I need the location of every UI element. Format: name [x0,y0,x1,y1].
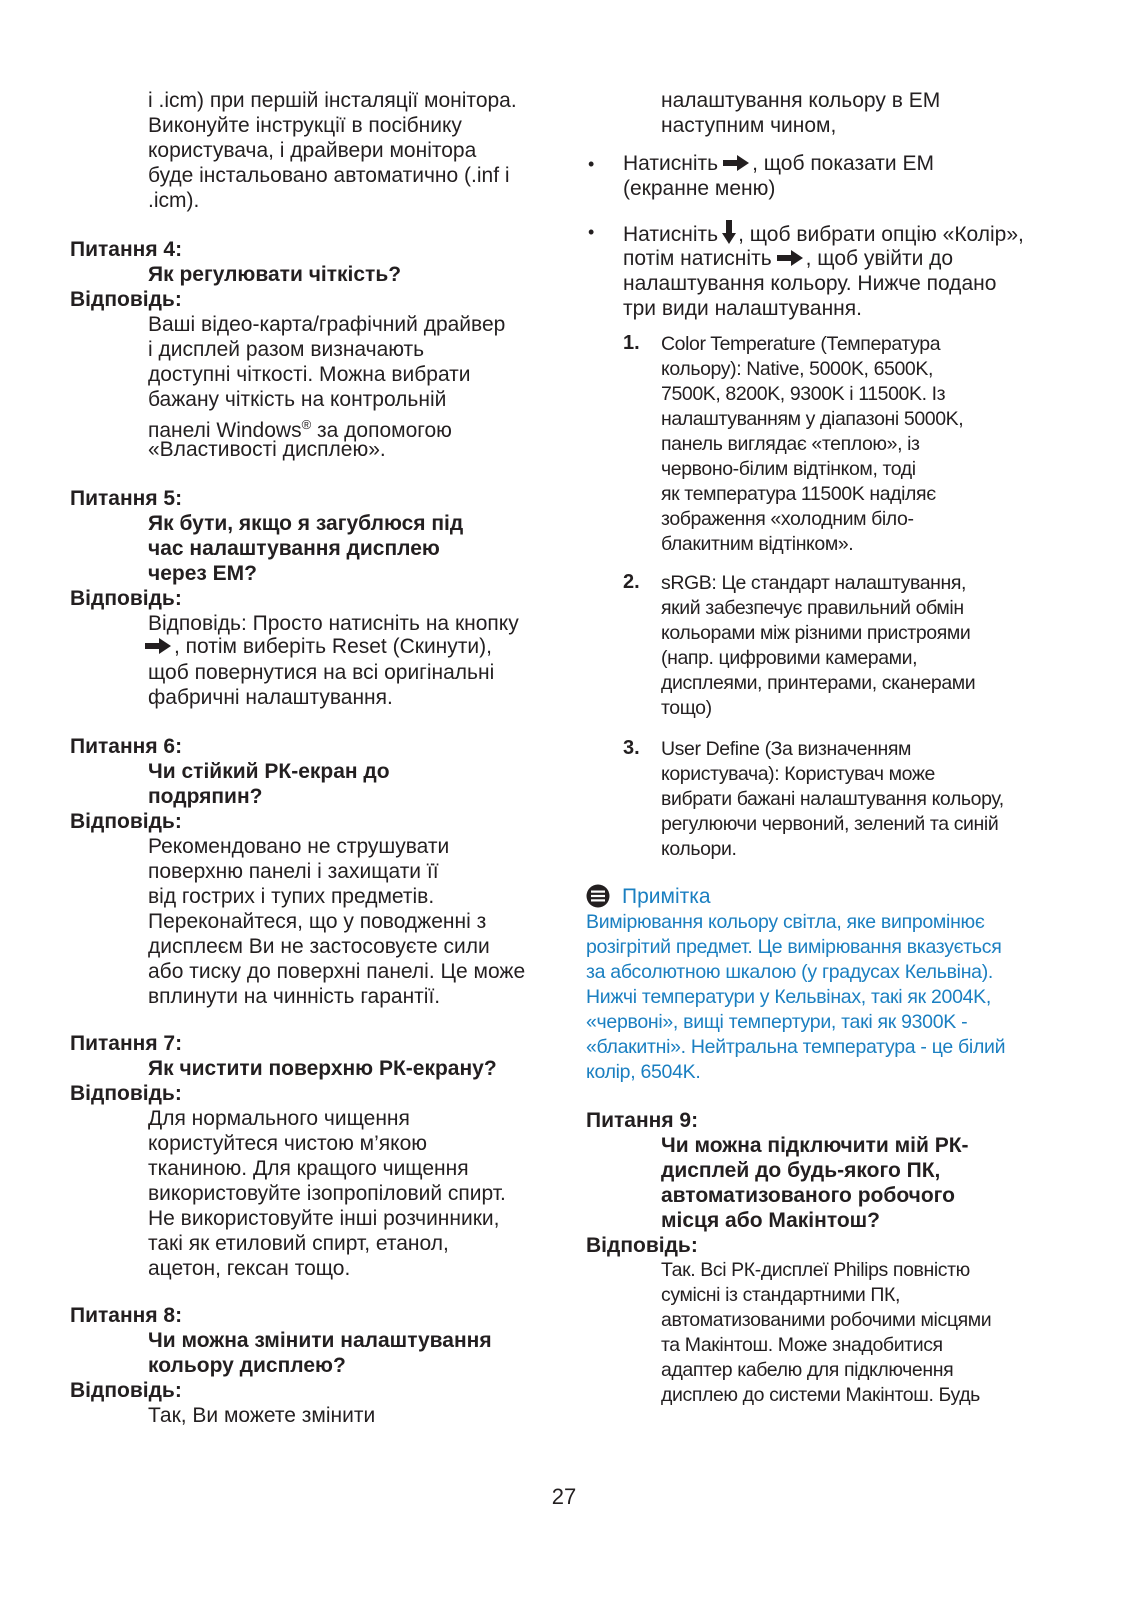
item-line: кольорами між різними пристроями [661,622,971,644]
question-text: Як бути, якщо я загублюся під [148,512,464,535]
item-line: вибрати бажані налаштування кольору, [661,788,1004,810]
answer-text: , потім виберіть Reset (Скинути), [174,635,492,658]
question-text: дисплей до будь-якого ПК, [661,1159,941,1182]
bullet-text: Натисніть [623,152,719,175]
question-label: Питання 5: [70,487,183,510]
item-number: 1. [623,332,640,354]
item-line: панель виглядає «теплою», із [661,433,920,455]
item-line: як температура 11500K наділяє [661,483,936,505]
note-line: за абсолютною шкалою (у градусах Кельвіна). [586,961,994,983]
item-line: користувача): Користувач може [661,763,935,785]
answer-line: використовуйте ізопропіловий спирт. [148,1182,506,1205]
windows-text: панелі Windows [148,419,302,442]
answer-line: від гострих і тупих предметів. [148,885,435,908]
question-text: подряпин? [148,785,263,808]
note-line: Вимірювання кольору світла, яке випромінює [586,911,985,933]
intro-line: налаштування кольору в ЕМ [661,89,941,112]
answer-line: тканиною. Для кращого чищення [148,1157,469,1180]
question-text: Як регулювати чіткість? [148,263,402,286]
item-line: дисплеями, принтерами, сканерами [661,672,976,694]
answer-line [144,634,492,659]
answer-line: щоб повернутися на всі оригінальні [148,661,495,684]
item-line: який забезпечує правильний обмін [661,597,964,619]
arrow-right-icon [722,155,750,171]
item-line: 7500K, 8200K, 9300K і 11500K. Із [661,383,946,405]
question-label: Питання 7: [70,1032,183,1055]
item-line: тощо) [661,697,712,719]
bullet-line [623,246,953,271]
answer-line: доступні чіткості. Можна вибрати [148,363,471,386]
answer-line: такі як етиловий спирт, етанол, [148,1232,449,1255]
question-text: Як чистити поверхню РК-екрану? [148,1057,497,1080]
bullet-line: три види налаштування. [623,297,862,320]
answer-line: поверхню панелі і захищати її [148,860,439,883]
answer-line: Для нормального чищення [148,1107,410,1130]
registered-mark: ® [301,417,312,432]
item-line: (напр. цифровими камерами, [661,647,918,669]
answer-line: та Макінтош. Може знадобитися [661,1334,943,1356]
item-line: червоно-білим відтінком, тоді [661,458,916,480]
bullet-line: налаштування кольору. Нижче подано [623,272,997,295]
question-text: Чи можна підключити мій РК- [661,1134,969,1157]
answer-line: Так. Всі РК-дисплеї Philips повністю [661,1259,970,1281]
answer-line: Переконайтеся, що у поводженні з [148,910,487,933]
question-text: автоматизованого робочого [661,1184,955,1207]
arrow-right-icon [144,638,172,654]
bullet-text: потім натисніть [623,247,772,270]
answer-line: Відповідь: Просто натисніть на кнопку [148,612,519,635]
answer-label: Відповідь: [70,1379,182,1402]
bullet-line [623,219,1024,247]
answer-line: Рекомендовано не струшувати [148,835,450,858]
question-text: кольору дисплею? [148,1354,346,1377]
question-text: час налаштування дисплею [148,537,440,560]
bullet-text: Натисніть [623,223,719,246]
note-line: Нижчі температури у Кельвінах, такі як 2004K, [586,986,991,1008]
answer-line: ацетон, гексан тощо. [148,1257,351,1280]
answer-label: Відповідь: [70,1082,182,1105]
answer-line: дисплею до системи Макінтош. Будь [661,1384,980,1406]
intro-line: користувача, і драйвери монітора [148,139,477,162]
intro-line: і .icm) при першій інсталяції монітора. [148,89,517,112]
answer-line: або тиску до поверхні панелі. Це може [148,960,526,983]
answer-line: бажану чіткість на контрольній [148,388,447,411]
question-label: Питання 4: [70,238,183,261]
windows-text-rest: за допомогою [311,419,452,442]
answer-line: фабричні налаштування. [148,686,393,709]
item-number: 2. [623,571,640,593]
question-label: Питання 9: [586,1109,699,1132]
intro-line: Виконуйте інструкції в посібнику [148,114,462,137]
answer-line: «Властивості дисплею». [148,438,386,461]
note-line: «блакитні». Нейтральна температура - це білий [586,1036,1006,1058]
bullet-text: , щоб показати ЕМ [752,152,934,175]
note-line: колір, 6504K. [586,1061,701,1083]
item-line: кольору): Native, 5000K, 6500K, [661,358,933,380]
answer-line: Не використовуйте інші розчинники, [148,1207,500,1230]
note-line: «червоні», вищі темпертури, такі як 9300K - [586,1011,968,1033]
question-label: Питання 8: [70,1304,183,1327]
item-line: sRGB: Це стандарт налаштування, [661,572,967,594]
answer-line: адаптер кабелю для підключення [661,1359,954,1381]
arrow-down-icon [722,219,736,245]
answer-label: Відповідь: [586,1234,698,1257]
item-line: зображення «холодним біло- [661,508,914,530]
answer-line: Ваші відео-карта/графічний драйвер [148,313,506,336]
item-line: User Define (За визначенням [661,738,911,760]
arrow-right-icon [776,250,804,266]
question-label: Питання 6: [70,735,183,758]
page-number: 27 [551,1484,577,1509]
answer-label: Відповідь: [70,587,182,610]
bullet-text: , щоб увійти до [805,247,954,270]
bullet-line [623,151,934,176]
item-line: налаштуванням у діапазоні 5000K, [661,408,964,430]
bullet-dot: • [588,222,595,242]
item-line: Color Temperature (Температура [661,333,941,355]
item-number: 3. [623,737,640,759]
answer-line: вплинути на чинність гарантії. [148,985,441,1008]
intro-line: наступним чином, [661,114,837,137]
bullet-dot: • [588,154,595,174]
item-line: кольори. [661,838,737,860]
answer-line: сумісні із стандартними ПК, [661,1284,900,1306]
note-icon [586,884,610,908]
answer-label: Відповідь: [70,810,182,833]
answer-line: і дисплей разом визначають [148,338,425,361]
answer-label: Відповідь: [70,288,182,311]
note-line: розігрітий предмет. Це вимірювання вказується [586,936,1002,958]
question-text: місця або Макінтош? [661,1209,880,1232]
intro-line: буде інстальовано автоматично (.inf і [148,164,510,187]
note-title: Примітка [622,885,711,908]
bullet-text: , щоб вибрати опцію «Колір», [738,223,1024,246]
item-line: регулюючи червоний, зелений та синій [661,813,999,835]
answer-line: Так, Ви можете змінити [148,1404,376,1427]
item-line: блакитним відтінком». [661,533,854,555]
answer-line: дисплеєм Ви не застосовуєте сили [148,935,490,958]
answer-line: автоматизованими робочими місцями [661,1309,992,1331]
bullet-line: (екранне меню) [623,177,776,200]
question-text: Чи стійкий РК-екран до [148,760,390,783]
question-text: через ЕМ? [148,562,257,585]
intro-line: .icm). [148,189,200,212]
answer-line: користуйтеся чистою м’якою [148,1132,428,1155]
question-text: Чи можна змінити налаштування [148,1329,492,1352]
